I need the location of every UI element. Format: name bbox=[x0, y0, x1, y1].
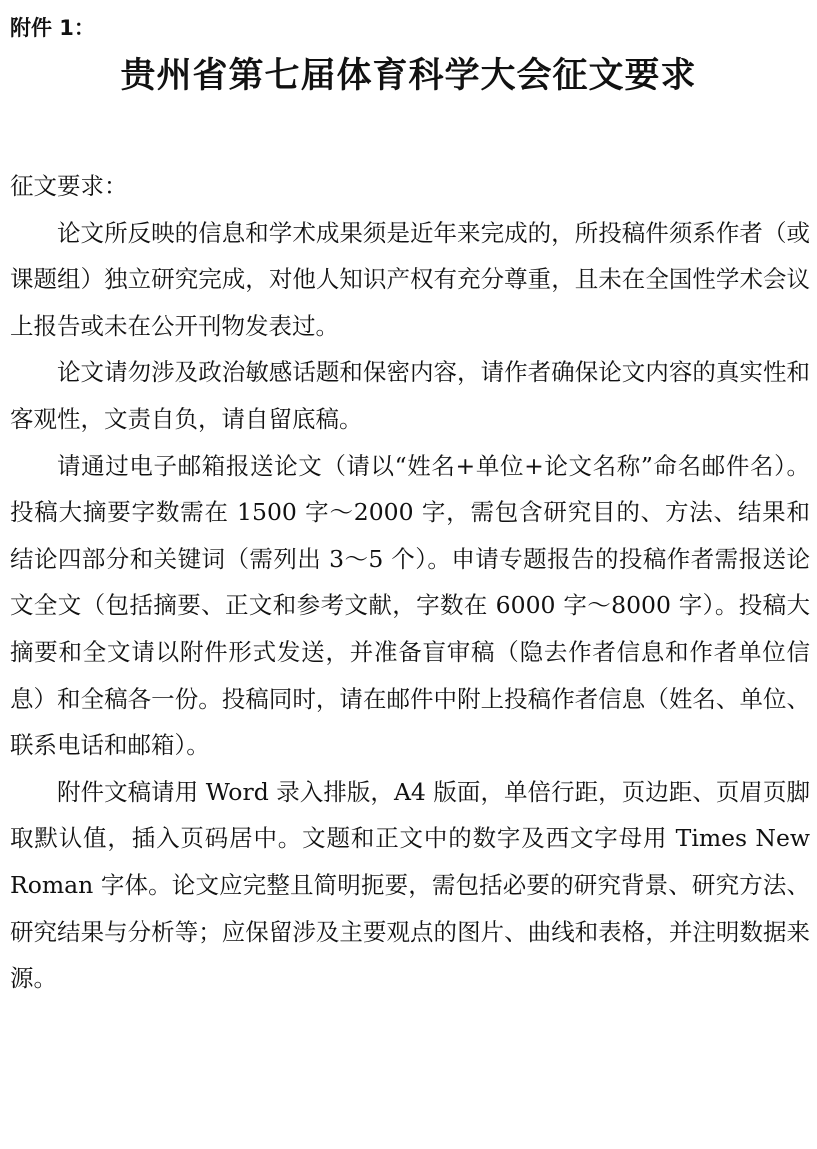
paragraph-originality: 论文所反映的信息和学术成果须是近年来完成的，所投稿件须系作者（或课题组）独立研究完成，对他人知识产权有充分尊重，且未在全国性学术会议上报告或未在公开刊物发表过。 bbox=[10, 218, 810, 340]
attachment-label: 附件 1： bbox=[10, 16, 95, 40]
paragraph-submission-instructions: 请通过电子邮箱报送论文（请以“姓名+单位+论文名称”命名邮件名）。投稿大摘要字数需在 1500 字～2000 字，需包含研究目的、方法、结果和结论四部分和关键词（需列出 3～5 个）。申请专题报告的投稿作者需报送论文全文（包括摘要、正文和参考文献，字数在 6000 字～8000 字）。投稿大摘要和全文请以附件形式发送，并准备盲审稿（隐去作者信息和作者单位信息）和全稿各一份。投稿同时，请在邮件中附上投稿作者信息（姓名、单位、联系电话和邮箱）。 bbox=[10, 451, 810, 760]
paragraph-content-restrictions: 论文请勿涉及政治敏感话题和保密内容，请作者确保论文内容的真实性和客观性，文责自负，请自留底稿。 bbox=[10, 358, 810, 433]
document-title: 贵州省第七届体育科学大会征文要求 bbox=[120, 55, 697, 96]
paragraph-formatting-requirements: 附件文稿请用 Word 录入排版，A4 版面，单倍行距，页边距、页眉页脚取默认值，插入页码居中。文题和正文中的数字及西文字母用 Times New Roman 字体。论文应完整且简明扼要，需包括必要的研究背景、研究方法、研究结果与分析等；应保留涉及主要观点的图片、曲线和表格，并注明数据来源。 bbox=[10, 777, 810, 993]
section-heading: 征文要求： bbox=[10, 172, 128, 200]
document-body bbox=[10, 163, 810, 1002]
